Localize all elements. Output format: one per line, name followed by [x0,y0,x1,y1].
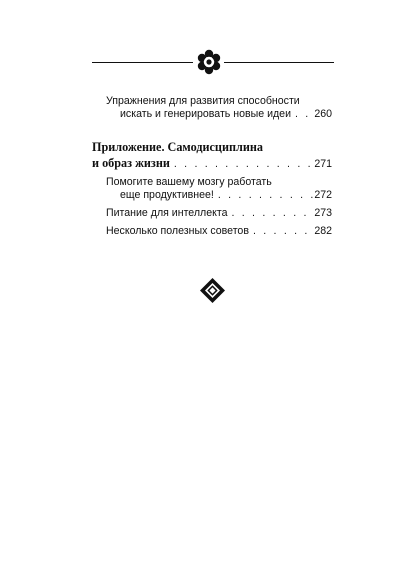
toc-appendix-heading-line1: Приложение. Самодисциплина [92,140,263,154]
toc-page-number: 273 [314,207,332,219]
diamond-ornament-icon [199,277,226,304]
toc-appendix-heading-line2: и образ жизни [92,156,170,170]
toc-entry-brain-line1: Помогите вашему мозгу работать [106,176,272,188]
toc-entry-exercises [120,108,332,121]
toc-page-number: 272 [314,189,332,201]
toc-leader-dots [291,108,314,121]
divider-rule-left [92,62,193,63]
toc-entry-exercises-line2: искать и генерировать новые идеи [120,108,291,120]
toc-page-number: 282 [314,225,332,237]
top-ornament-divider [92,48,334,78]
toc-leader-dots [170,158,314,171]
toc-page-number: 260 [314,108,332,120]
toc-leader-dots [227,207,314,220]
toc-entry-brain-line2: еще продуктивнее! [120,189,214,201]
toc-leader-dots [249,225,314,238]
toc-entry-title: Несколько полезных советов [106,225,249,237]
flower-ornament-icon [195,48,223,76]
toc-appendix-heading [92,157,332,171]
toc-page-number: 271 [314,158,332,170]
divider-rule-right [224,62,334,63]
toc-leader-dots [214,189,314,202]
toc-entry-title: Питание для интеллекта [106,207,228,219]
toc-entry-exercises-line1: Упражнения для развития способности [106,95,300,107]
toc-entry-tips [106,225,332,238]
toc-entry-brain [120,189,332,202]
toc-entry-nutrition [106,207,332,220]
